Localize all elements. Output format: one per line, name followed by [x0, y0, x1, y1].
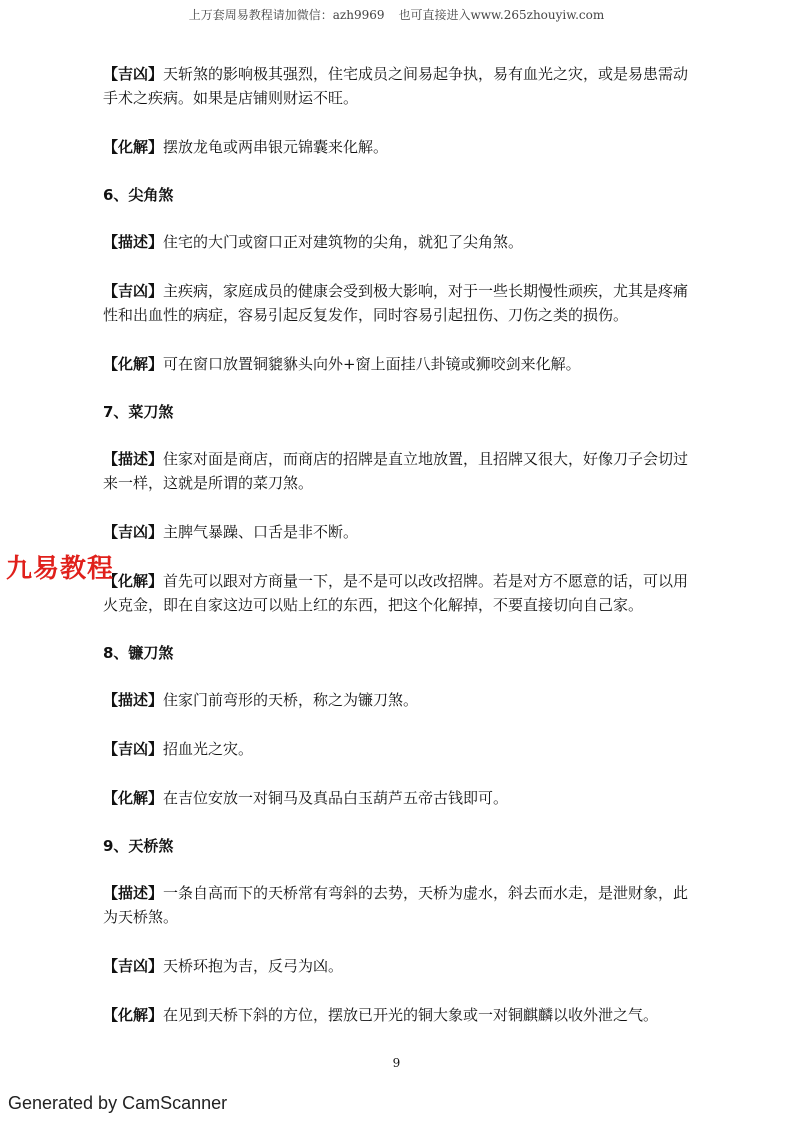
s7-huajie-text: 首先可以跟对方商量一下，是不是可以改改招牌。若是对方不愿意的话，可以用火克金，即在自家这边可以贴上红的东西，把这个化解掉，不要直接切向自己家。	[103, 572, 689, 614]
s9-huajie	[103, 1003, 693, 1027]
tag-miaoshu: 【描述】	[103, 884, 164, 902]
s6-huajie-text: 可在窗口放置铜貔貅头向外+窗上面挂八卦镜或狮咬剑来化解。	[163, 355, 581, 373]
page-number: 9	[392, 1056, 401, 1070]
tag-huajie: 【化解】	[103, 355, 164, 373]
s9-jixiong-text: 天桥环抱为吉，反弓为凶。	[163, 957, 344, 975]
s7-jixiong-text: 主脾气暴躁、口舌是非不断。	[163, 523, 359, 541]
scanner-footer: Generated by CamScanner	[8, 1093, 228, 1113]
tag-huajie: 【化解】	[103, 138, 164, 156]
section-title-liandaosha: 8、镰刀煞	[103, 644, 174, 662]
tag-jixiong: 【吉凶】	[103, 523, 164, 541]
tag-miaoshu: 【描述】	[103, 450, 164, 468]
s9-miaoshu	[103, 881, 693, 929]
s6-miaoshu	[103, 230, 693, 254]
s6-huajie	[103, 352, 693, 376]
document-body	[103, 62, 693, 1052]
s8-miaoshu-text: 住家门前弯形的天桥，称之为镰刀煞。	[163, 691, 419, 709]
s6-jixiong	[103, 279, 693, 327]
tag-jixiong: 【吉凶】	[103, 282, 164, 300]
page-header	[0, 6, 793, 23]
s5-jixiong-text: 天斩煞的影响极其强烈，住宅成员之间易起争执，易有血光之灾，或是易患需动手术之疾病。如果是店铺则财运不旺。	[103, 65, 689, 107]
section-title-tianqiaosha: 9、天桥煞	[103, 837, 174, 855]
s7-miaoshu-text: 住家对面是商店，而商店的招牌是直立地放置，且招牌又很大，好像刀子会切过来一样，这就是所谓的菜刀煞。	[103, 450, 689, 492]
tag-jixiong: 【吉凶】	[103, 65, 164, 83]
header-wechat-text: 上万套周易教程请加微信：azh9969	[188, 8, 385, 22]
s9-miaoshu-text: 一条自高而下的天桥常有弯斜的去势，天桥为虚水，斜去而水走，是泄财象，此为天桥煞。	[103, 884, 689, 926]
watermark-logo: 九易教程	[6, 554, 115, 584]
s6-jixiong-text: 主疾病，家庭成员的健康会受到极大影响，对于一些长期慢性顽疾，尤其是疼痛性和出血性的病症，容易引起反复发作，同时容易引起扭伤、刀伤之类的损伤。	[103, 282, 689, 324]
tag-huajie: 【化解】	[103, 1006, 164, 1024]
s8-huajie-text: 在吉位安放一对铜马及真品白玉葫芦五帝古钱即可。	[163, 789, 509, 807]
s5-huajie-text: 摆放龙龟或两串银元锦囊来化解。	[163, 138, 389, 156]
s7-miaoshu	[103, 447, 693, 495]
section-title-caidaosha: 7、菜刀煞	[103, 403, 174, 421]
s5-huajie	[103, 135, 693, 159]
tag-miaoshu: 【描述】	[103, 233, 164, 251]
tag-jixiong: 【吉凶】	[103, 740, 164, 758]
s8-miaoshu	[103, 688, 693, 712]
s8-jixiong-text: 招血光之灾。	[163, 740, 254, 758]
s6-miaoshu-text: 住宅的大门或窗口正对建筑物的尖角，就犯了尖角煞。	[163, 233, 524, 251]
s8-jixiong	[103, 737, 693, 761]
s9-jixiong	[103, 954, 693, 978]
tag-miaoshu: 【描述】	[103, 691, 164, 709]
s5-jixiong	[103, 62, 693, 110]
s7-huajie	[103, 569, 693, 617]
tag-jixiong: 【吉凶】	[103, 957, 164, 975]
section-title-jianjiaosha: 6、尖角煞	[103, 186, 174, 204]
s9-huajie-text: 在见到天桥下斜的方位，摆放已开光的铜大象或一对铜麒麟以收外泄之气。	[163, 1006, 659, 1024]
tag-huajie: 【化解】	[103, 789, 164, 807]
tag-huajie: 【化解】	[103, 572, 164, 590]
s8-huajie	[103, 786, 693, 810]
s7-jixiong	[103, 520, 693, 544]
header-website-text: 也可直接进入www.265zhouyiw.com	[398, 8, 605, 22]
